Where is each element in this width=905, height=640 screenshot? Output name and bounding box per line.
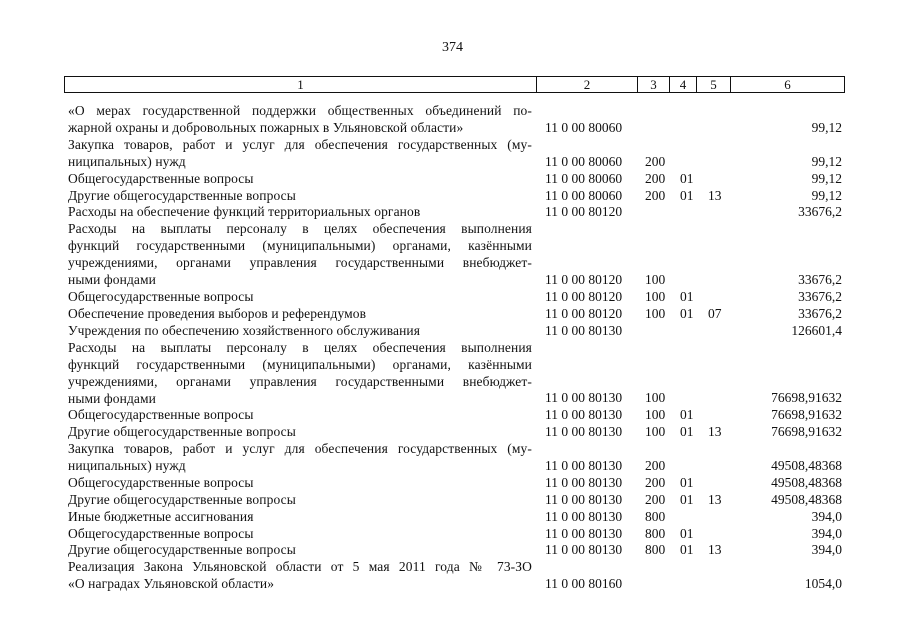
row-code: 11 0 00 80120	[545, 305, 623, 321]
row-sum: 49508,48368	[771, 491, 842, 507]
row-sum: 99,12	[811, 170, 842, 186]
row-sum: 394,0	[811, 508, 842, 524]
table-row	[0, 406, 905, 423]
row-name	[68, 305, 532, 322]
header-col-4: 4	[670, 77, 697, 92]
row-code: 11 0 00 80130	[545, 508, 623, 524]
row-sum: 49508,48368	[771, 457, 842, 473]
row-vr: 800	[645, 542, 666, 558]
row-vr: 100	[645, 424, 666, 440]
header-col-3: 3	[638, 77, 670, 92]
row-vr: 100	[645, 407, 666, 423]
row-sum: 394,0	[811, 525, 842, 541]
row-name-line: Другие общегосударственные вопросы	[68, 542, 296, 558]
row-name	[68, 508, 532, 525]
row-name-line: Расходы на выплаты персоналу в целях обеспечения выполнения	[68, 221, 532, 237]
row-name	[68, 203, 532, 220]
row-name	[68, 102, 532, 136]
row-pr: 13	[708, 542, 722, 558]
row-name-line: Реализация Закона Ульяновской области от 5 мая 2011 года № 73-ЗО	[68, 559, 532, 575]
row-sum: 99,12	[811, 153, 842, 169]
row-sum: 99,12	[811, 119, 842, 135]
row-code: 11 0 00 80130	[545, 390, 623, 406]
row-code: 11 0 00 80060	[545, 119, 623, 135]
row-sum: 1054,0	[804, 576, 842, 592]
row-name-line: Другие общегосударственные вопросы	[68, 424, 296, 440]
row-pr: 13	[708, 187, 722, 203]
row-name-line: Общегосударственные вопросы	[68, 525, 254, 541]
row-code: 11 0 00 80060	[545, 153, 623, 169]
row-name-line: «О наградах Ульяновской области»	[68, 576, 275, 592]
table-row	[0, 440, 905, 474]
row-rz: 01	[680, 491, 694, 507]
table-row	[0, 558, 905, 592]
table-row	[0, 187, 905, 204]
row-name-line: Учреждения по обеспечению хозяйственного обслуживания	[68, 322, 421, 338]
row-vr: 800	[645, 525, 666, 541]
table-row	[0, 102, 905, 136]
row-code: 11 0 00 80120	[545, 288, 623, 304]
row-name	[68, 322, 532, 339]
row-name-line: учреждениями, органами управления государственными внебюджет-	[68, 255, 532, 271]
row-name-line: Иные бюджетные ассигнования	[68, 508, 254, 524]
row-name	[68, 440, 532, 474]
row-name	[68, 491, 532, 508]
row-sum: 394,0	[811, 542, 842, 558]
row-rz: 01	[680, 170, 694, 186]
table-row	[0, 220, 905, 288]
row-vr: 200	[645, 170, 666, 186]
row-sum: 33676,2	[798, 305, 842, 321]
row-name	[68, 288, 532, 305]
row-name-line: Закупка товаров, работ и услуг для обеспечения государственных (му-	[68, 136, 532, 152]
row-rz: 01	[680, 187, 694, 203]
row-rz: 01	[680, 305, 694, 321]
row-name-line: Расходы на обеспечение функций территориальных органов	[68, 204, 421, 220]
table-row	[0, 170, 905, 187]
row-name-line: «О мерах государственной поддержки общественных объединений по-	[68, 103, 532, 118]
row-name-line: Закупка товаров, работ и услуг для обеспечения государственных (му-	[68, 441, 532, 456]
header-col-6: 6	[784, 77, 791, 92]
row-vr: 200	[645, 474, 666, 490]
row-vr: 100	[645, 390, 666, 406]
row-name	[68, 541, 532, 558]
row-sum: 99,12	[811, 187, 842, 203]
row-rz: 01	[680, 424, 694, 440]
table-row	[0, 491, 905, 508]
row-code: 11 0 00 80130	[545, 424, 623, 440]
table-row	[0, 305, 905, 322]
row-vr: 800	[645, 508, 666, 524]
row-code: 11 0 00 80130	[545, 474, 623, 490]
row-code: 11 0 00 80130	[545, 525, 623, 541]
row-sum: 33676,2	[798, 288, 842, 304]
row-rz: 01	[680, 474, 694, 490]
page-number: 374	[442, 40, 463, 55]
row-name	[68, 423, 532, 440]
row-code: 11 0 00 80060	[545, 187, 623, 203]
row-vr: 100	[645, 288, 666, 304]
header-col-2: 2	[537, 77, 638, 92]
table-row	[0, 288, 905, 305]
header-col-5: 5	[697, 77, 731, 92]
row-sum: 76698,91632	[771, 424, 842, 440]
table-row	[0, 136, 905, 170]
row-sum: 49508,48368	[771, 474, 842, 490]
row-code: 11 0 00 80130	[545, 322, 623, 338]
row-name-line: Расходы на выплаты персоналу в целях обеспечения выполнения	[68, 339, 532, 355]
table-row	[0, 541, 905, 558]
row-code: 11 0 00 80130	[545, 457, 623, 473]
row-rz: 01	[680, 542, 694, 558]
row-rz: 01	[680, 407, 694, 423]
row-name-line: жарной охраны и добровольных пожарных в Ульяновской области»	[68, 120, 464, 135]
row-name-line: Общегосударственные вопросы	[68, 474, 254, 490]
row-pr: 13	[708, 424, 722, 440]
row-sum: 33676,2	[798, 271, 842, 287]
row-code: 11 0 00 80130	[545, 407, 623, 423]
row-name-line: Обеспечение проведения выборов и референдумов	[68, 305, 367, 321]
row-code: 11 0 00 80120	[545, 204, 623, 220]
row-name-line: ными фондами	[68, 272, 156, 288]
table-row	[0, 508, 905, 525]
row-sum: 126601,4	[791, 322, 842, 338]
row-name-line: функций государственными (муниципальными) органами, казёнными	[68, 356, 532, 372]
row-code: 11 0 00 80130	[545, 491, 623, 507]
row-code: 11 0 00 80130	[545, 542, 623, 558]
table-row	[0, 525, 905, 542]
row-name-line: Общегосударственные вопросы	[68, 170, 254, 186]
row-name-line: Общегосударственные вопросы	[68, 407, 254, 423]
row-name-line: Общегосударственные вопросы	[68, 288, 254, 304]
table-row	[0, 322, 905, 339]
row-vr: 200	[645, 491, 666, 507]
row-rz: 01	[680, 525, 694, 541]
row-name	[68, 170, 532, 187]
row-name-line: функций государственными (муниципальными) органами, казёнными	[68, 238, 532, 254]
row-name-line: ниципальных) нужд	[68, 153, 186, 169]
row-name	[68, 220, 532, 288]
row-vr: 100	[645, 271, 666, 287]
row-sum: 76698,91632	[771, 390, 842, 406]
row-name	[68, 406, 532, 423]
row-name	[68, 474, 532, 491]
table-row	[0, 474, 905, 491]
table-row	[0, 423, 905, 440]
header-col-1: 1	[65, 77, 537, 92]
row-vr: 200	[645, 187, 666, 203]
row-sum: 33676,2	[798, 204, 842, 220]
row-name	[68, 558, 532, 592]
row-sum: 76698,91632	[771, 407, 842, 423]
row-rz: 01	[680, 288, 694, 304]
row-name-line: ными фондами	[68, 390, 156, 406]
row-name-line: ниципальных) нужд	[68, 458, 186, 473]
row-pr: 07	[708, 305, 722, 321]
row-vr: 200	[645, 153, 666, 169]
row-name	[68, 339, 532, 407]
row-pr: 13	[708, 491, 722, 507]
row-name	[68, 525, 532, 542]
row-name-line: Другие общегосударственные вопросы	[68, 187, 296, 203]
row-name	[68, 136, 532, 170]
table-row	[0, 203, 905, 220]
row-vr: 100	[645, 305, 666, 321]
row-name-line: Другие общегосударственные вопросы	[68, 491, 296, 507]
row-name	[68, 187, 532, 204]
row-vr: 200	[645, 457, 666, 473]
table-row	[0, 339, 905, 407]
row-code: 11 0 00 80160	[545, 576, 623, 592]
row-code: 11 0 00 80120	[545, 271, 623, 287]
row-name-line: учреждениями, органами управления государственными внебюджет-	[68, 373, 532, 389]
row-code: 11 0 00 80060	[545, 170, 623, 186]
